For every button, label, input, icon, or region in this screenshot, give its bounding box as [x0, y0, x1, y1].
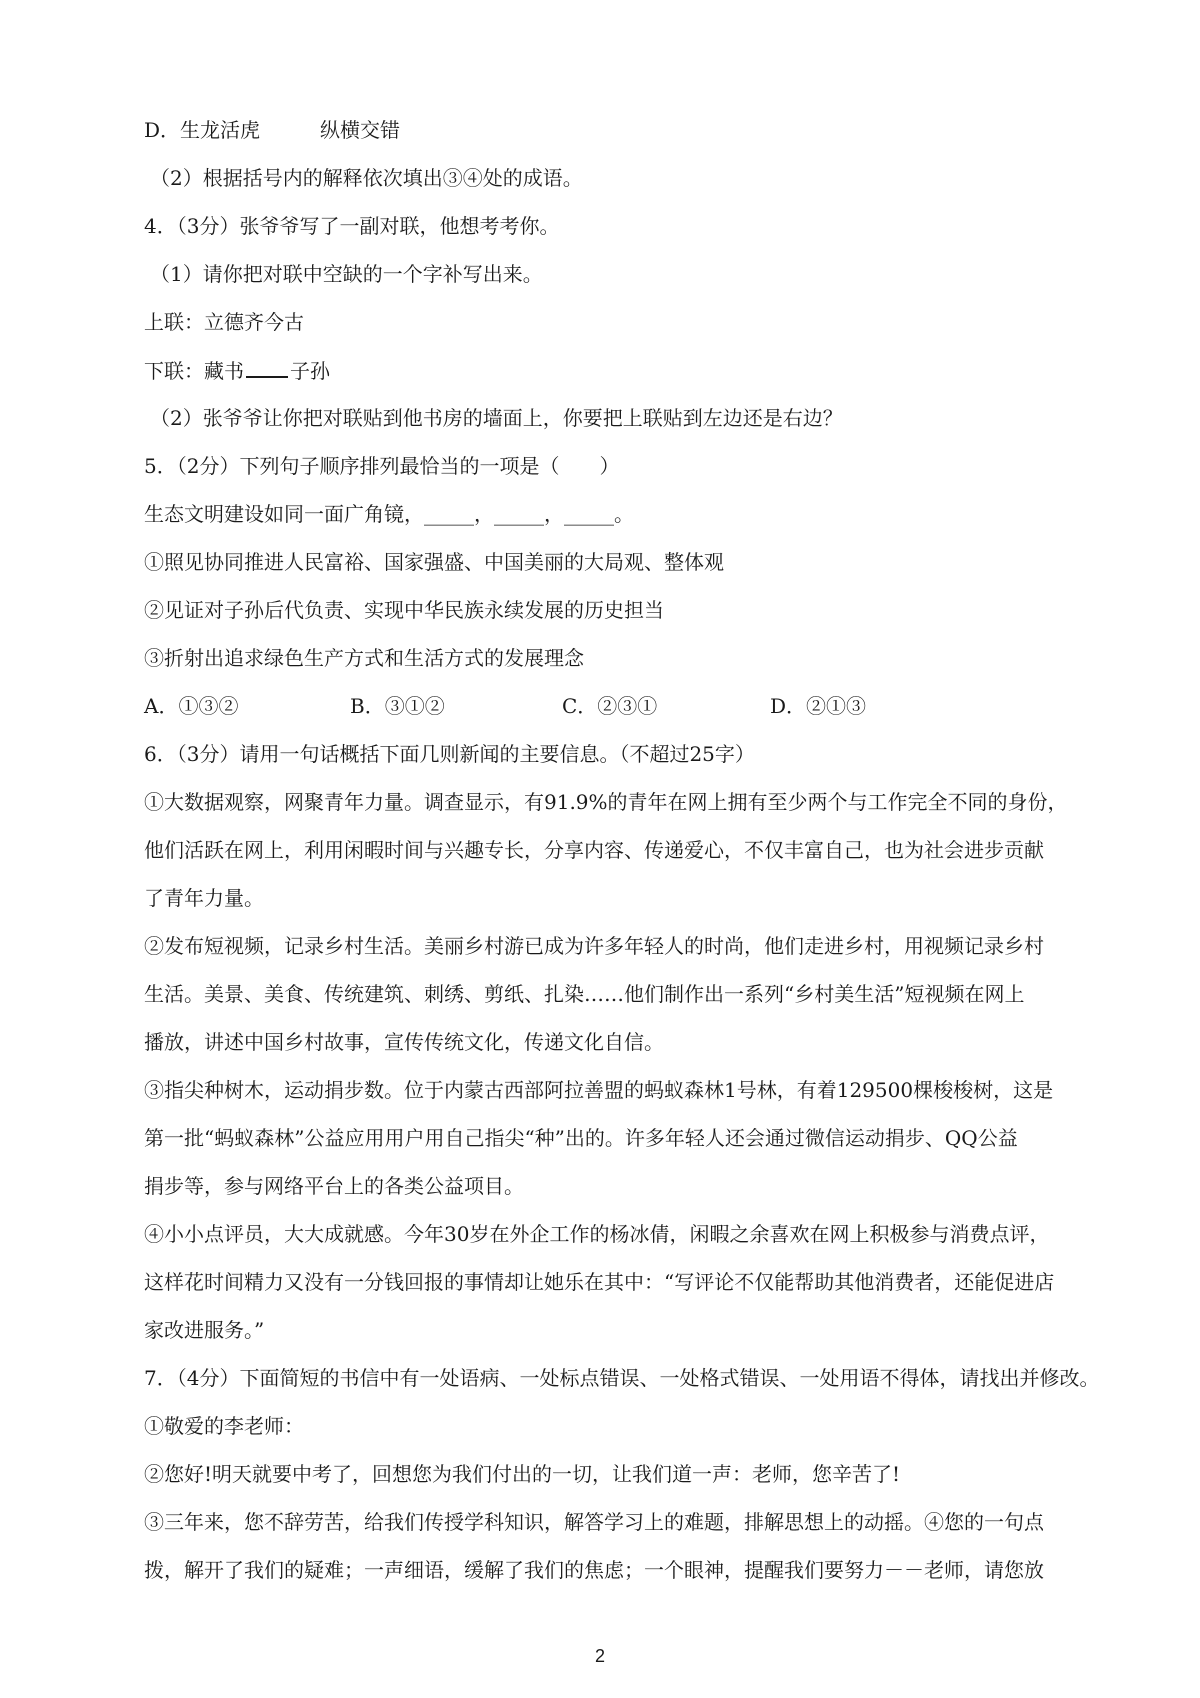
q6-news-3-line-1: ③指尖种树木，运动捐步数。位于内蒙古西部阿拉善盟的蚂蚁森林1号林，有着129500棵梭梭树，这是: [144, 1078, 1054, 1102]
q6-news-3-line-3: 捐步等，参与网络平台上的各类公益项目。: [144, 1174, 524, 1198]
q7-letter-line-3: ③三年来，您不辞劳苦，给我们传授学科知识，解答学习上的难题，排解思想上的动摇。④您的一句点: [144, 1510, 1044, 1534]
q6-news-1-line-3: 了青年力量。: [144, 886, 264, 910]
q5-option-a: A．①③②: [144, 694, 239, 718]
q5-sentence-2: ②见证对子孙后代负责、实现中华民族永续发展的历史担当: [144, 598, 664, 622]
option-d-q3: D．生龙活虎 纵横交错: [144, 118, 401, 142]
q3-subquestion-2: （2）根据括号内的解释依次填出③④处的成语。: [150, 166, 583, 190]
q6-news-4-line-1: ④小小点评员，大大成就感。今年30岁在外企工作的杨冰倩，闲暇之余喜欢在网上积极参与消费点评，: [144, 1222, 1050, 1246]
couplet-lower: [144, 356, 330, 385]
q6-news-1-line-2: 他们活跃在网上，利用闲暇时间与兴趣专长，分享内容、传递爱心，不仅丰富自己，也为社会进步贡献: [144, 838, 1044, 862]
q6-news-2-line-1: ②发布短视频，记录乡村生活。美丽乡村游已成为许多年轻人的时尚，他们走进乡村，用视频记录乡村: [144, 934, 1044, 958]
couplet-lower-end: 子孙: [290, 359, 330, 383]
q5-stem: 生态文明建设如同一面广角镜，_____，_____，_____。: [144, 502, 634, 526]
q5-sentence-3: ③折射出追求绿色生产方式和生活方式的发展理念: [144, 646, 584, 670]
q6-news-4-line-3: 家改进服务。”: [144, 1318, 265, 1342]
q7-letter-line-4: 拨，解开了我们的疑难；一声细语，缓解了我们的焦虑；一个眼神，提醒我们要努力－－老师，请您放: [144, 1558, 1044, 1582]
q6-news-1-line-1: ①大数据观察，网聚青年力量。调查显示，有91.9%的青年在网上拥有至少两个与工作完全不同的身份，: [144, 790, 1068, 814]
q7-letter-salutation: ①敬爱的李老师：: [144, 1414, 304, 1438]
q5-option-c: C．②③①: [562, 694, 658, 718]
q4-subquestion-1: （1）请你把对联中空缺的一个字补写出来。: [150, 262, 543, 286]
q5-option-b: B．③①②: [350, 694, 445, 718]
couplet-upper: 上联：立德齐今古: [144, 310, 304, 334]
q6-news-2-line-2: 生活。美景、美食、传统建筑、刺绣、剪纸、扎染……他们制作出一系列“乡村美生活”短视频在网上: [144, 982, 1025, 1006]
q6-news-2-line-3: 播放，讲述中国乡村故事，宣传传统文化，传递文化自信。: [144, 1030, 664, 1054]
q4-subquestion-2: （2）张爷爷让你把对联贴到他书房的墙面上，你要把上联贴到左边还是右边？: [150, 406, 843, 430]
q7-letter-line-2: ②您好!明天就要中考了，回想您为我们付出的一切，让我们道一声：老师，您辛苦了!: [144, 1462, 901, 1486]
page-number: 2: [594, 1646, 605, 1666]
couplet-blank: [246, 356, 288, 378]
q5-option-d: D．②①③: [770, 694, 867, 718]
q6-news-3-line-2: 第一批“蚂蚁森林”公益应用用户用自己指尖“种”出的。许多年轻人还会通过微信运动捐步、QQ公益: [144, 1126, 1018, 1150]
q6-title: 6．（3分）请用一句话概括下面几则新闻的主要信息。（不超过25字）: [144, 742, 755, 766]
couplet-lower-start: 下联：藏书: [144, 359, 244, 383]
q7-title: 7．（4分）下面简短的书信中有一处语病、一处标点错误、一处格式错误、一处用语不得体，请找出并修改。: [144, 1366, 1100, 1390]
q4-title: 4．（3分）张爷爷写了一副对联，他想考考你。: [144, 214, 560, 238]
q6-news-4-line-2: 这样花时间精力又没有一分钱回报的事情却让她乐在其中：“写评论不仅能帮助其他消费者，还能促进店: [144, 1270, 1055, 1294]
q5-title: 5．（2分）下列句子顺序排列最恰当的一项是（ ）: [144, 454, 620, 478]
q5-sentence-1: ①照见协同推进人民富裕、国家强盛、中国美丽的大局观、整体观: [144, 550, 724, 574]
